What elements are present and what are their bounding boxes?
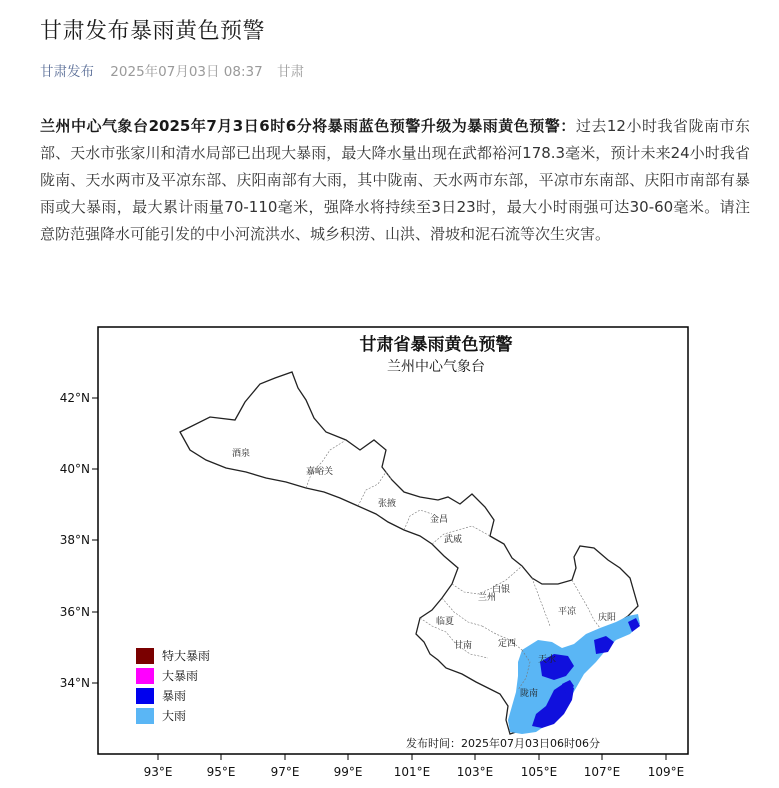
legend-swatch	[136, 708, 154, 724]
publish-region: 甘肃	[277, 64, 305, 80]
city-label: 嘉峪关	[306, 467, 334, 477]
article-lead: 兰州中心气象台2025年7月3日6时6分将暴雨蓝色预警升级为暴雨黄色预警：	[40, 117, 576, 135]
article-title: 甘肃发布暴雨黄色预警	[40, 19, 266, 44]
article-meta	[40, 60, 304, 80]
lat-label: 42°N	[60, 391, 90, 405]
lon-label: 95°E	[206, 765, 236, 779]
publish-time: 2025年07月03日 08:37	[110, 64, 263, 80]
lon-label: 93°E	[143, 765, 173, 779]
legend-label: 大暴雨	[162, 669, 199, 683]
legend-swatch	[136, 668, 154, 684]
lat-label: 38°N	[60, 533, 90, 547]
city-label: 兰州	[478, 593, 497, 603]
map-title: 甘肃省暴雨黄色预警	[359, 335, 513, 355]
legend-label: 大雨	[162, 709, 187, 723]
map-frame	[98, 327, 688, 754]
legend-swatch	[136, 648, 154, 664]
lon-label: 105°E	[520, 765, 558, 779]
city-label: 临夏	[436, 617, 455, 627]
lat-label: 36°N	[60, 605, 90, 619]
issue-time: 发布时间：2025年07月03日06时06分	[406, 737, 600, 750]
city-label: 甘南	[454, 641, 473, 651]
lon-label: 107°E	[583, 765, 621, 779]
city-label: 白银	[492, 585, 511, 595]
city-label: 酒泉	[232, 449, 251, 459]
legend-label: 暴雨	[162, 689, 187, 703]
lon-label: 101°E	[393, 765, 431, 779]
city-label: 平凉	[558, 607, 577, 617]
city-label: 定西	[498, 639, 517, 649]
lon-label: 103°E	[456, 765, 494, 779]
lat-label: 40°N	[60, 462, 90, 476]
legend-label: 特大暴雨	[162, 649, 211, 663]
lat-label: 34°N	[60, 676, 90, 690]
city-label: 陇南	[520, 689, 539, 699]
city-label: 庆阳	[598, 613, 617, 623]
map-subtitle: 兰州中心气象台	[387, 359, 485, 375]
city-label: 张掖	[378, 499, 397, 509]
lon-label: 99°E	[333, 765, 363, 779]
legend-swatch	[136, 688, 154, 704]
lon-label: 97°E	[270, 765, 300, 779]
city-label: 武威	[444, 535, 463, 545]
warning-map	[60, 322, 700, 784]
city-label: 天水	[538, 655, 557, 665]
lon-label: 109°E	[647, 765, 685, 779]
city-label: 金昌	[430, 515, 449, 525]
source-link[interactable]: 甘肃发布	[40, 64, 94, 80]
article-text: 过去12小时我省陇南市东部、天水市张家川和清水局部已出现大暴雨，最大降水量出现在武都裕河178.3毫米，预计未来24小时我省陇南、天水两市及平凉东部、庆阳南部有大雨，其中陇南、天水两市东部，平凉市东南部、庆阳市南部有暴雨或大暴雨，最大累计雨量70-110毫米，强降水将持续至3日23时，最大小时雨强可达30-60毫米。请注意防范强降水可能引发的中小河流洪水、城乡积涝、山洪、滑坡和泥石流等次生灾害。	[40, 117, 751, 243]
article-body	[40, 113, 750, 248]
